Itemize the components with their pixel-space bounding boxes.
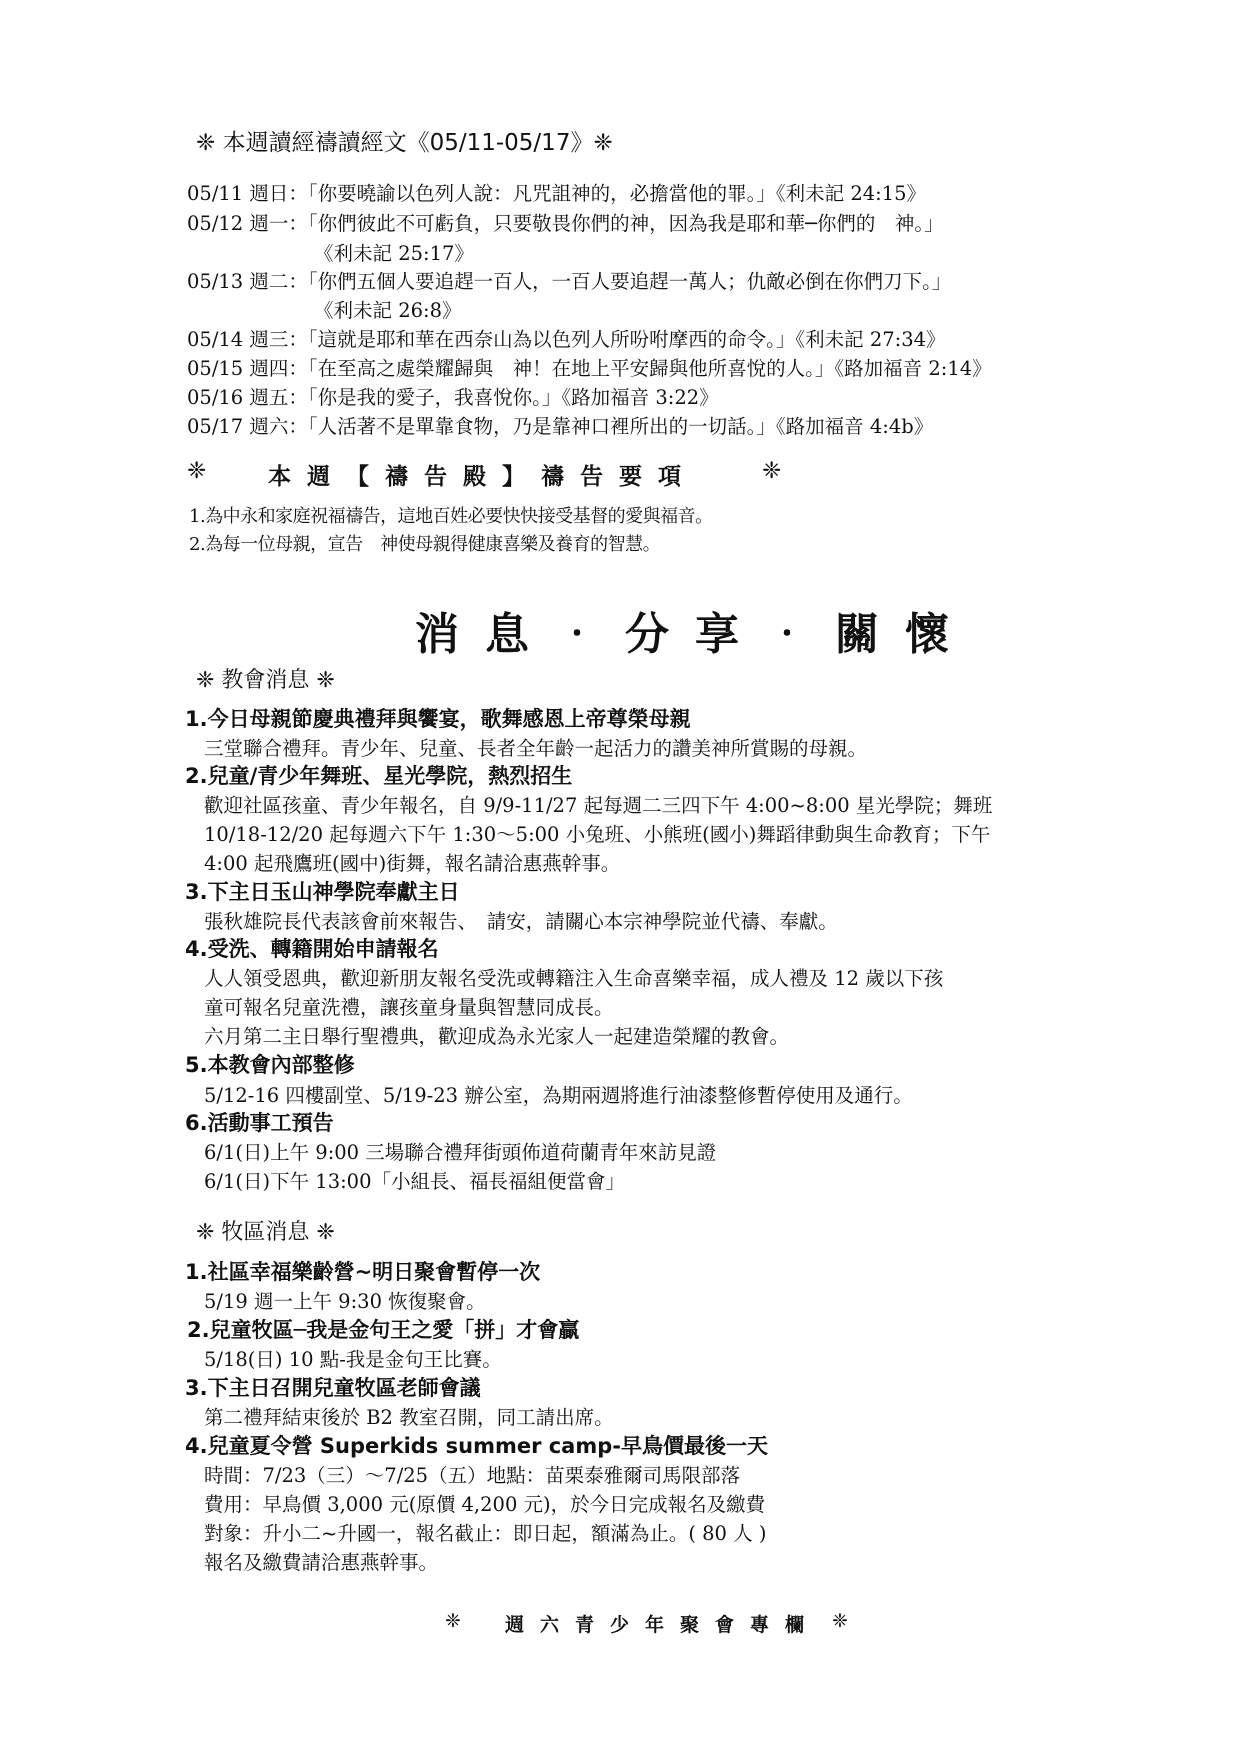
youth-column-title: 週六青少年聚會專欄 xyxy=(505,1614,821,1636)
news-item-line: 5/19 週一上午 9:30 恢復聚會。 xyxy=(204,1290,486,1313)
news-item-line: 6/1(日)下午 13:00「小組長、福長福組便當會」 xyxy=(204,1170,625,1193)
reading-line: 05/14 週三：「這就是耶和華在西奈山為以色列人所吩咐摩西的命令。」《利未記 27:34》 xyxy=(187,328,946,351)
news-item-line: 費用：早鳥價 3,000 元(原價 4,200 元)，於今日完成報名及繳費 xyxy=(204,1493,766,1516)
news-item-line: 時間：7/23（三）～7/25（五）地點：苗栗泰雅爾司馬限部落 xyxy=(204,1464,741,1487)
reading-line: 05/12 週一：「你們彼此不可虧負，只要敬畏你們的神，因為我是耶和華─你們的 神。」 xyxy=(187,212,944,235)
church-news-title: ❈ 教會消息 ❈ xyxy=(196,668,335,693)
news-item-line: 報名及繳費請洽惠燕幹事。 xyxy=(204,1551,439,1574)
news-item-line: 對象：升小二~升國一，報名截止：即日起，額滿為止。( 80 人 ) xyxy=(204,1522,767,1545)
news-item-head: 1.今日母親節慶典禮拜與饗宴，歌舞感恩上帝尊榮母親 xyxy=(185,707,691,731)
youth-star-right-icon: ❈ xyxy=(832,1610,864,1632)
reading-line: 《利未記 26:8》 xyxy=(314,299,462,322)
news-item-line: 童可報名兒童洗禮，讓孩童身量與智慧同成長。 xyxy=(204,996,614,1019)
readings-title: ❈ 本週讀經禱讀經文《05/11-05/17》❈ xyxy=(196,130,613,156)
news-item-head: 4.兒童夏令營 Superkids summer camp-早鳥價最後一天 xyxy=(185,1434,768,1458)
prayer-item: 1.為中永和家庭祝福禱告，這地百姓必要快快接受基督的愛與福音。 xyxy=(189,506,713,527)
district-news-title: ❈ 牧區消息 ❈ xyxy=(196,1220,335,1245)
reading-line: 05/13 週二：「你們五個人要追趕一百人，一百人要追趕一萬人；仇敵必倒在你們刀下。」 xyxy=(187,270,952,293)
news-item-line: 第二禮拜結束後於 B2 教室召開，同工請出席。 xyxy=(204,1406,614,1429)
news-item-line: 張秋雄院長代表該會前來報告、 請安，請關心本宗神學院並代禱、奉獻。 xyxy=(204,910,838,933)
news-item-line: 三堂聯合禮拜。青少年、兒童、長者全年齡一起活力的讚美神所賞賜的母親。 xyxy=(204,737,868,760)
prayer-star-left-icon: ❈ xyxy=(187,458,207,484)
news-item-line: 10/18-12/20 起每週六下午 1:30～5:00 小兔班、小熊班(國小)舞蹈律動與生命教育；下午 xyxy=(204,823,991,846)
prayer-item: 2.為每一位母親，宣告 神使母親得健康喜樂及養育的智慧。 xyxy=(189,534,661,555)
reading-line: 05/16 週五：「你是我的愛子，我喜悅你。」《路加福音 3:22》 xyxy=(187,386,719,409)
news-item-line: 5/18(日) 10 點-我是金句王比賽。 xyxy=(204,1348,502,1371)
news-item-line: 5/12-16 四樓副堂、5/19-23 辦公室，為期兩週將進行油漆整修暫停使用及通行。 xyxy=(204,1084,913,1107)
news-item-line: 歡迎社區孩童、青少年報名，自 9/9-11/27 起每週二三四下午 4:00~8:00 星光學院；舞班 xyxy=(204,794,993,817)
news-item-line: 6/1(日)上午 9:00 三場聯合禮拜街頭佈道荷蘭青年來訪見證 xyxy=(204,1141,717,1164)
news-item-head: 6.活動事工預告 xyxy=(185,1111,334,1135)
reading-line: 05/17 週六：「人活著不是單靠食物，乃是靠神口裡所出的一切話。」《路加福音 4:4b》 xyxy=(187,415,934,438)
page-title: 消息‧分享‧關懷 xyxy=(415,609,975,660)
news-item-head: 4.受洗、轉籍開始申請報名 xyxy=(185,937,439,961)
news-item-head: 3.下主日召開兒童牧區老師會議 xyxy=(185,1376,481,1400)
youth-star-left-icon: ❈ xyxy=(445,1610,477,1632)
news-item-head: 1.社區幸福樂齡營~明日聚會暫停一次 xyxy=(185,1260,541,1284)
news-item-line: 4:00 起飛鷹班(國中)街舞，報名請洽惠燕幹事。 xyxy=(204,852,621,875)
reading-line: 05/11 週日：「你要曉諭以色列人說：凡咒詛神的，必擔當他的罪。」《利未記 24:15》 xyxy=(187,182,927,205)
news-item-line: 六月第二主日舉行聖禮典，歡迎成為永光家人一起建造榮耀的教會。 xyxy=(204,1025,790,1048)
news-item-head: 2.兒童牧區─我是金句王之愛「拼」才會贏 xyxy=(187,1318,580,1342)
reading-line: 05/15 週四：「在至高之處榮耀歸與 神！在地上平安歸與他所喜悅的人。」《路加福音 2:14》 xyxy=(187,357,992,380)
news-item-line: 人人領受恩典，歡迎新朋友報名受洗或轉籍注入生命喜樂幸福，成人禮及 12 歲以下孩 xyxy=(204,967,944,990)
prayer-title: 本週【禱告殿】禱告要項 xyxy=(268,464,697,490)
news-item-head: 2.兒童/青少年舞班、星光學院，熱烈招生 xyxy=(185,764,573,788)
reading-line: 《利未記 25:17》 xyxy=(314,242,474,265)
prayer-star-right-icon: ❈ xyxy=(762,458,782,484)
news-item-head: 5.本教會內部整修 xyxy=(185,1053,355,1077)
news-item-head: 3.下主日玉山神學院奉獻主日 xyxy=(185,880,460,904)
